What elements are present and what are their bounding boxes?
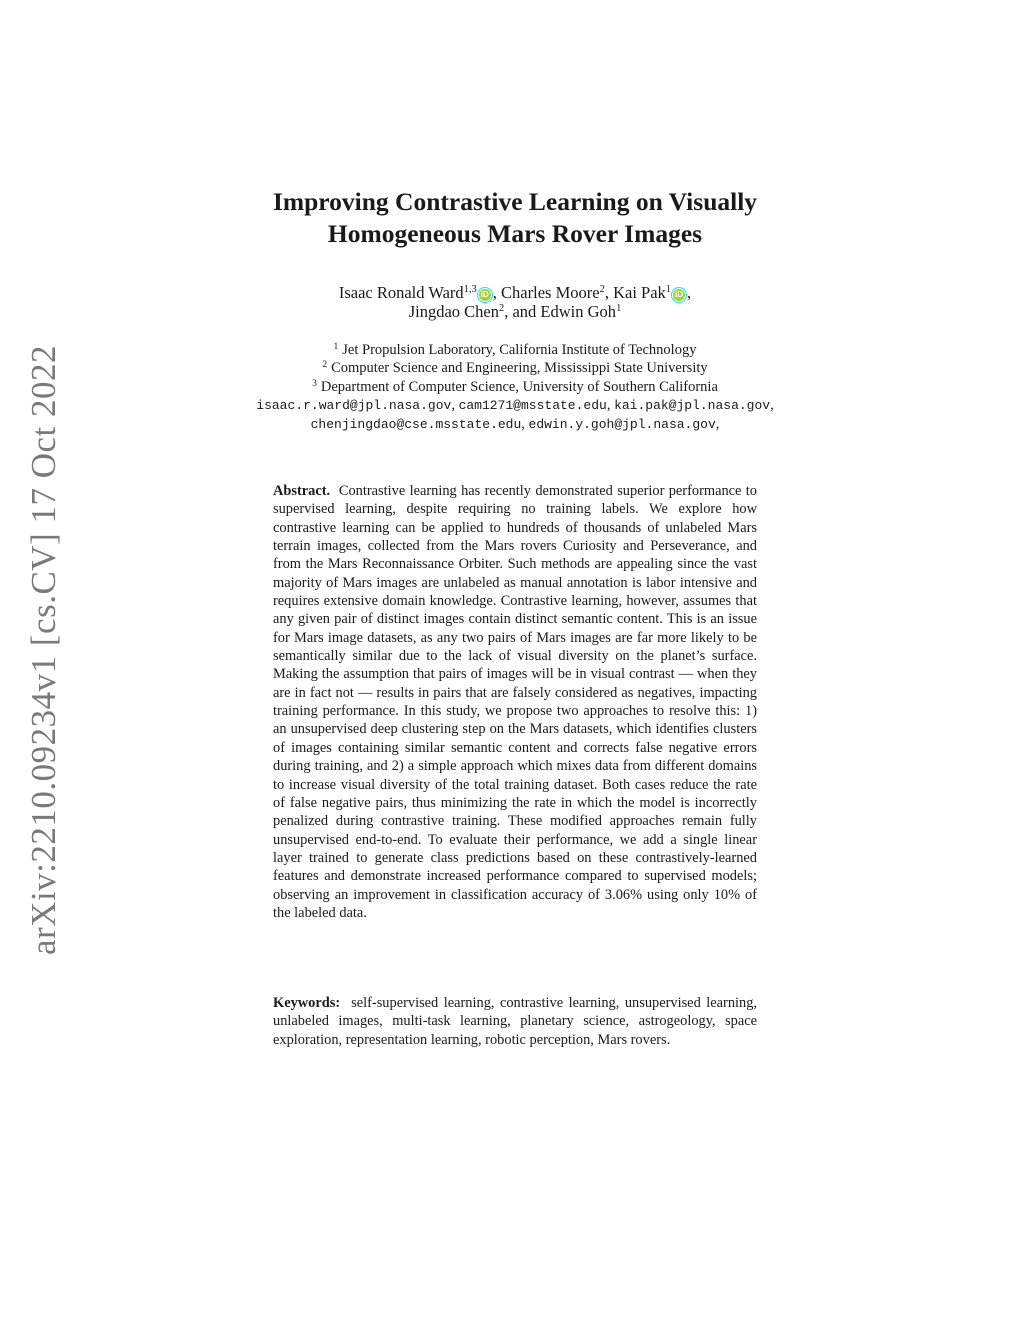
email-link[interactable]: kai.pak@jpl.nasa.gov xyxy=(614,397,771,413)
author-line-1 xyxy=(220,283,810,302)
email-link[interactable]: edwin.y.goh@jpl.nasa.gov xyxy=(528,417,716,433)
author-name: , Charles Moore xyxy=(492,283,600,302)
abstract-label: Abstract. xyxy=(273,483,331,499)
author-name: , Kai Pak xyxy=(604,283,666,302)
arxiv-id: arXiv:2210.09234v1 [cs.CV] 17 Oct 2022 xyxy=(24,344,64,956)
affiliation-line xyxy=(180,359,850,377)
affiliations xyxy=(180,341,850,434)
author-affil-sup: 1 xyxy=(665,284,672,295)
orcid-icon[interactable]: iD xyxy=(675,290,684,299)
email-line-2: chenjingdao@cse.msstate.edu, edwin.y.goh@jpl.nasa.gov, xyxy=(310,416,720,433)
abstract xyxy=(273,482,757,922)
email-line-1: isaac.r.ward@jpl.nasa.gov, cam1271@msstate.edu, kai.pak@jpl.nasa.gov, xyxy=(256,396,774,413)
affiliation-line xyxy=(180,378,850,396)
affiliation-text: Department of Computer Science, University of Southern California xyxy=(320,378,718,395)
email-link[interactable]: isaac.r.ward@jpl.nasa.gov xyxy=(256,397,452,413)
affiliation-text: Jet Propulsion Laboratory, California Institute of Technology xyxy=(342,342,697,358)
author-name: Isaac Ronald Ward xyxy=(338,283,464,302)
affiliation-text: Computer Science and Engineering, Mississippi State University xyxy=(331,360,708,377)
keywords-text: self-supervised learning, contrastive learning, unsupervised learning, unlabeled images, multi-task learning, planetary science, astrogeology, space exploration, representation learning, robotic perception, Mars rovers. xyxy=(273,995,757,1048)
orcid-icon[interactable]: iD xyxy=(480,290,489,299)
author-affil-sup: 1,3 xyxy=(463,284,477,295)
title-line-2: Homogeneous Mars Rover Images xyxy=(327,219,703,248)
paper-title xyxy=(200,186,830,250)
author-affil-sup: 2 xyxy=(599,284,605,295)
abstract-text: Contrastive learning has recently demonstrated superior performance to supervised learning, despite requiring no training labels. We explore how contrastive learning can be applied to hundreds of thousands of unlabeled Mars terrain images, collected from the Mars rovers Curiosity and Perseverance, and from the Mars Reconnaissance Orbiter. Such methods are appealing since the vast majority of Mars images are unlabeled as manual annotation is labor intensive and requires extensive domain knowledge. Contrastive learning, however, assumes that any given pair of distinct images contain distinct semantic content. This is an issue for Mars image datasets, as any two pairs of Mars images are far more likely to be semantically similar due to the lack of visual diversity on the planet’s surface. Making the assumption that pairs of images will be in visual contrast — when they are in fact not — results in pairs that are falsely considered as negatives, impacting training performance. In this study, we propose two approaches to resolve this: 1) an unsupervised deep clustering step on the Mars datasets, which identifies clusters of images containing similar semantic content and corrects false negative errors during training, and 2) a simple approach which mixes data from different domains to increase visual diversity of the total training dataset. Both cases reduce the rate of false negative pairs, thus minimizing the rate in which the model is incorrectly penalized during contrastive training. These modified approaches remain fully unsupervised end-to-end. To evaluate their performance, we add a single linear layer trained to generate class predictions based on these contrastively-learned features and demonstrate increased performance compared to supervised models; observing an improvement in classification accuracy of 3.06% using only 10% of the labeled data. xyxy=(273,483,757,921)
author-affil-sup: 2 xyxy=(498,303,505,314)
author-name: , and Edwin Goh xyxy=(504,302,617,321)
affiliation-number: 3 xyxy=(312,378,317,389)
arxiv-sidebar-stamp xyxy=(14,344,74,956)
author-affil-sup: 1 xyxy=(616,303,622,314)
author-list xyxy=(220,283,810,321)
email-link[interactable]: cam1271@msstate.edu xyxy=(458,397,607,413)
keywords-label: Keywords: xyxy=(273,995,341,1011)
affiliation-number: 2 xyxy=(322,360,328,371)
affiliation-number: 1 xyxy=(333,342,339,352)
author-separator: , xyxy=(687,283,692,302)
title-line-1: Improving Contrastive Learning on Visually xyxy=(272,187,758,216)
author-name: Jingdao Chen xyxy=(408,302,499,321)
author-line-2 xyxy=(220,302,810,321)
email-link[interactable]: chenjingdao@cse.msstate.edu xyxy=(310,417,522,433)
keywords xyxy=(273,994,757,1049)
affiliation-line xyxy=(180,341,850,359)
